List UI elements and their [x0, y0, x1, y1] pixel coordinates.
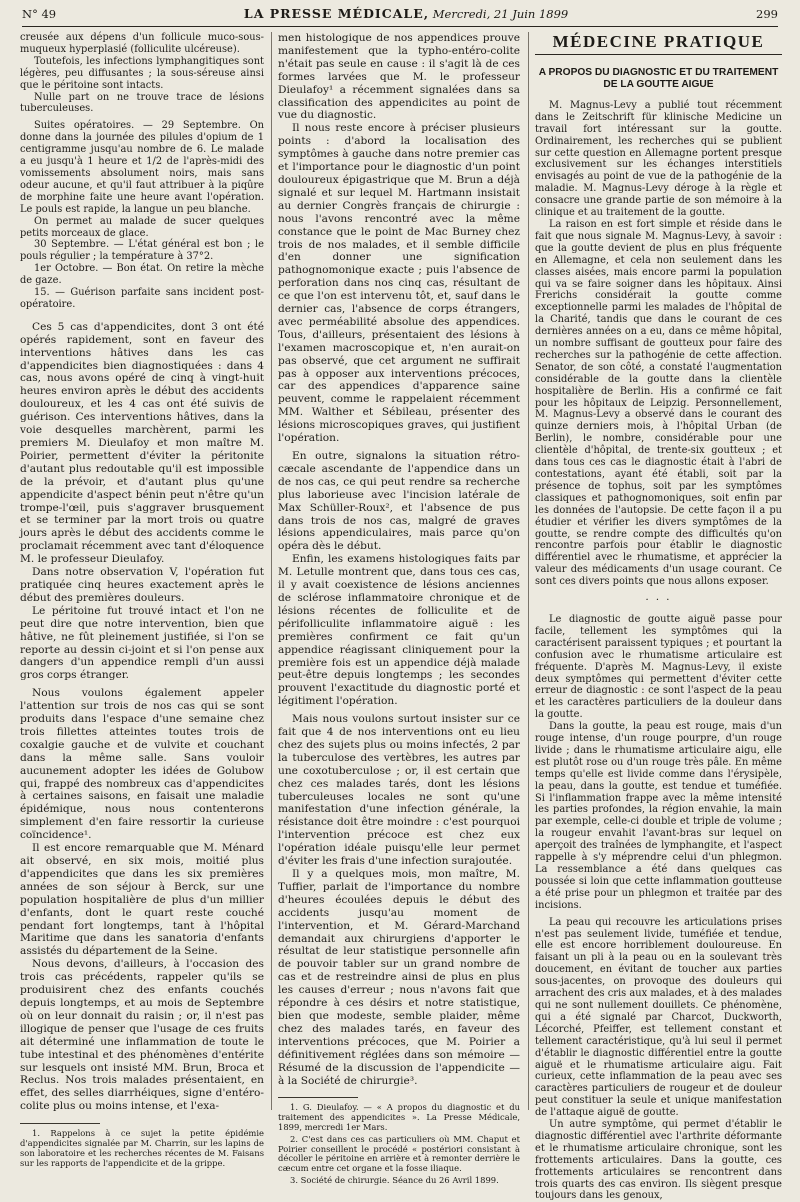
section-ornament: · · ·	[645, 595, 672, 607]
paragraph: Le péritoine fut trouvé intact et l'on ne peut dire que notre intervention, bien que hâtive, ne fût pleinement justifiée, si l'on se reporte au dessin ci-joint et si l'on pense aux dangers d'un appendice rempli d'un aussi gros corps étranger.	[20, 604, 264, 682]
footnote: 3. Société de chirurgie. Séance du 26 Avril 1899.	[290, 1174, 499, 1185]
paragraph: En outre, signalons la situation rétro-cæcale ascendante de l'appendice dans un de nos cas, ce qui peut rendre sa recherche plus laborieuse avec l'incision latérale de Max Schüller-Roux², et l'absence de pus dans trois de nos cas, malgré de graves lésions appendiculaires, mais parce qu'on opéra dès le début.	[278, 450, 520, 553]
paragraph: Il est encore remarquable que M. Ménard ait observé, en six mois, moitié plus d'appendicites que dans les six premières années de son séjour à Berck, sur une population hospitalière de plus d'un millier d'enfants, dont le quart reste couché pendant fort longtemps, tant à l'hôpital Maritime que dans les sanatoria d'enfants assistés du département de la Seine.	[20, 842, 264, 958]
article-title: A PROPOS DU DIAGNOSTIC ET DU TRAITEMENT DE LA GOUTTE AIGUE	[538, 66, 779, 91]
paragraph: Il y a quelques mois, mon maître, M. Tuffier, parlait de l'importance du nombre d'heures écoulées depuis le début des accidents jusqu'au moment de l'intervention, et M. Gérard-Marchand demandait aux chirurgiens d'apporter le résultat de leur statistique personnelle afin de pouvoir tabler sur un grand nombre de cas et de restreindre ainsi de plus en plus les causes d'erreur ; nous n'avons fait que répondre à ces désirs et notre statistique, bien que modeste, semble plaider, même chez des malades tarés, en faveur des interventions précoces, que M. Poirier a définitivement réglées dans son mémoire — Résumé de la discussion de l'appendicite — à la Société de chirurgie³.	[278, 868, 520, 1087]
paragraph: Dans notre observation V, l'opération fut pratiquée cinq heures exactement après le début des premières douleurs.	[20, 566, 264, 604]
paragraph: Suites opératoires. — 29 Septembre. On donne dans la journée des pilules d'opium de 1 centigramme jusqu'au nombre de 6. Le malade a eu jusqu'à 1 heure et 1/2 de l'après-midi des vomissements absolument noirs, mais sans odeur aucune, et qu'il faut attribuer à la piqûre de morphine faite une heure avant l'opération. Le pouls est rapide, la langue un peu blanche.	[20, 120, 264, 215]
paragraph: Nulle part on ne trouve trace de lésions tuberculeuses.	[20, 91, 264, 115]
paragraph: Nous devons, d'ailleurs, à l'occasion des trois cas précédents, rappeler qu'ils se produisirent chez des enfants couchés depuis longtemps, et au mois de Septembre où on leur donnait du raisin ; or, il n'est pas illogique de penser que l'usage de ces fruits ait déterminé une inflammation de toute le tube intestinal et des phénomènes d'entérite sur lesquels ont insisté MM. Brun, Broca et Reclus. Nos trois malades présentaient, en effet, des selles diarrhéiques, signe d'entéro-colite plus ou moins intense, et l'exa-	[20, 958, 264, 1113]
article-body	[278, 32, 520, 1087]
page-header	[22, 6, 778, 27]
paragraph: M. Magnus-Levy a publié tout récemment dans le Zeitschrift für klinische Medicine un travail fort intéressant sur la goutte. Ordinairement, les recherches qui se publient sur cette question en Allemagne portent presque exclusivement sur les échanges interstitiels envisagés au point de vue de la pathogénie de la maladie. M. Magnus-Levy déroge à la règle et consacre une grande partie de son mémoire à la clinique et au traitement de la goutte.	[535, 99, 782, 219]
footnote-rule	[20, 1123, 100, 1124]
paragraph: Enfin, les examens histologiques faits par M. Letulle montrent que, dans tous ces cas, il y avait coexistence de lésions anciennes de sclérose inflammatoire chronique et de lésions récentes de folliculite et de périfolliculite inflammatoire aiguë : les premières confirment ce fait qu'un appendice réagissant cliniquement pour la première fois est un appendice déjà malade peut-être depuis longtemps ; les secondes prouvent l'exactitude du diagnostic porté et légitiment l'opération.	[278, 553, 520, 708]
column-middle	[278, 32, 520, 1185]
paragraph: Un autre symptôme, qui permet d'établir le diagnostic différentiel avec l'arthrite déformante et le rhumatisme articulaire chronique, sont les frottements articulaires. Dans la goutte, ces frottements articulaires se rencontrent dans trois quarts des cas environ. Ils siègent presque toujours dans les genoux,	[535, 1119, 782, 1202]
paragraph: Nous voulons également appeler l'attention sur trois de nos cas qui se sont produits dans l'espace d'une semaine chez trois fillettes atteintes toutes trois de coxalgie gauche et de vulvite et couchant dans la même salle. Sans vouloir aucunement adopter les idées de Golubow qui, frappé des nombreux cas d'appendicites à certaines saisons, en faisait une maladie épidémique, nous nous contenterons simplement d'en faire ressortir la curieuse coïncidence¹.	[20, 687, 264, 842]
paragraph: Ces 5 cas d'appendicites, dont 3 ont été opérés rapidement, sont en faveur des interventions hâtives dans les cas d'appendicites bien diagnostiquées : dans 4 cas, nous avons opéré de cinq à vingt-huit heures environ après le début des accidents douloureux, et les 4 cas ont été suivis de guérison. Ces interventions hâtives, dans la voie desquelles marchèrent, parmi les premiers M. Dieulafoy et mon maître M. Poirier, permettent d'éviter la péritonite d'autant plus redoutable qu'il est impossible de la prévoir, et d'autant plus qu'une appendicite d'aspect bénin peut n'être qu'un trompe-l'œil, puis s'aggraver brusquement et se terminer par la mort trois ou quatre jours après le début des accidents comme le proclamait récemment avec tant d'éloquence M. le professeur Dieulafoy.	[20, 320, 264, 566]
paragraph: La raison en est fort simple et réside dans le fait que nous signale M. Magnus-Levy, à savoir : que la goutte devient de plus en plus fréquente en Allemagne, et cela non seulement dans les classes aisées, mais encore parmi la population qui va se faire soigner dans les hôpitaux. Ainsi Frerichs considérait la goutte comme exceptionnelle parmi les malades de l'hôpital de la Charité, tandis que dans le courant de ces dernières années on a eu, dans ce même hôpital, un nombre suffisant de goutteux pour faire des recherches sur la pathogénie de cette affection. Senator, de son côté, a constaté l'augmentation considérable de la goutte dans la clientèle hospitalière de Berlin. His a confirmé ce fait pour les hôpitaux de Leipzig. Personnellement, M. Magnus-Levy a observé dans le courant des quinze derniers mois, à l'hôpital Urban (de Berlin), le nombre, considérable pour une clientèle d'hôpital, de trente-six goutteux ; et dans tous ces cas le diagnostic était à l'abri de contestations, ayant été établi, soit par la présence de tophus, soit par les symptômes classiques et pathognomoniques, soit enfin par les données de l'autopsie. De cette façon il a pu étudier et vérifier les divers symptômes de la goutte, se rendre compte des difficultés qu'on rencontre parfois pour établir le diagnostic différentiel avec le rhumatisme, et apprécier la valeur des médicaments d'un usage courant. Ce sont ces divers points que nous allons exposer.	[535, 218, 782, 588]
footnote-rule	[278, 1097, 358, 1098]
columns-container	[20, 32, 782, 1202]
paragraph: 15. — Guérison parfaite sans incident post-opératoire.	[20, 287, 264, 310]
column-divider	[271, 32, 272, 1110]
header-masthead	[244, 6, 568, 21]
footnote: 1. G. Dieulafoy. — « A propos du diagnostic et du traitement des appendicites ». La Presse Médicale, 1899, mercredi 1er Mars.	[278, 1102, 520, 1132]
paragraph: creusée aux dépens d'un follicule muco-sous-muqueux hyperplasié (folliculite ulcéreuse).	[20, 32, 264, 55]
paragraph: Il nous reste encore à préciser plusieurs points : d'abord la localisation des symptômes à gauche dans notre premier cas et l'importance pour le diagnostic d'un point douloureux épigastrique que M. Brun a déjà signalé et sur lequel M. Hartmann insistait au dernier Congrès français de chirurgie : nous l'avons rencontré avec la même constance que le point de Mac Burney chez trois de nos malades, et il semble difficile d'en donner une signification pathognomonique exacte ; puis l'absence de perforation dans nos cinq cas, résultant de ce que l'on est intervenu tôt, et, sauf dans le dernier cas, l'absence de corps étrangers, avec perméabilité absolue des appendices. Tous, d'ailleurs, présentaient des lésions à l'examen macroscopique et, n'en aurait-on pas observé, que cet argument ne suffirait pas à opposer aux interventions précoces, car des appendices d'apparence saine peuvent, comme le rappelaient récemment MM. Walther et Sébileau, présenter des lésions microscopiques graves, qui justifient l'opération.	[278, 122, 520, 445]
footnotes	[20, 1129, 264, 1168]
paragraph: On permet au malade de sucer quelques petits morceaux de glace.	[20, 215, 264, 239]
newspaper-title: LA PRESSE MÉDICALE,	[243, 6, 430, 21]
column-left	[20, 32, 264, 1168]
column-divider	[528, 32, 529, 1110]
paragraph: Le diagnostic de goutte aiguë passe pour facile, tellement les symptômes qui la caractérisent paraissent typiques ; et pourtant la confusion avec le rhumatisme articulaire est fréquente. D'après M. Magnus-Levy, il existe deux symptômes qui permettent d'éviter cette erreur de diagnostic : ce sont l'aspect de la peau et les caractères particuliers de la douleur dans la goutte.	[535, 613, 782, 721]
footnotes	[278, 1103, 520, 1185]
paragraph: 30 Septembre. — L'état général est bon ; le pouls régulier ; la température à 37°2.	[20, 239, 264, 263]
issue-date: Mercredi, 21 Juin 1899	[432, 7, 569, 21]
page-number-right: 299	[756, 7, 778, 21]
column-right	[535, 32, 782, 1202]
article-body	[20, 321, 264, 1113]
paragraph: 1er Octobre. — Bon état. On retire la mèche de gaze.	[20, 263, 264, 287]
paragraph: Toutefois, les infections lymphangitiques sont légères, peu diffusantes ; la sous-séreuse ainsi que le péritoine sont intacts.	[20, 55, 264, 91]
paragraph: men histologique de nos appendices prouve manifestement que la typho-entéro-colite n'était pas seule en cause : il s'agit là de ces formes larvées que M. le professeur Dieulafoy¹ a récemment signalées dans sa classification des appendicites au point de vue du diagnostic.	[278, 32, 520, 122]
paragraph: La peau qui recouvre les articulations prises n'est pas seulement livide, tuméfiée et tendue, elle est encore horriblement douloureuse. En faisant un pli à la peau ou en la soulevant très doucement, en évitant de toucher aux parties sous-jacentes, on provoque des douleurs qui arrachent des cris aux malades, et à des malades qui ne sont nullement douillets. Ce phénomène, qui a été signalé par Charcot, Duckworth, Lécorché, Pfeiffer, est tellement constant et tellement caractéristique, qu'à lui seul il permet d'établir le diagnostic différentiel entre la goutte aiguë et le rhumatisme articulaire aigu. Fait curieux, cette inflammation de la peau avec ses caractères particuliers de rougeur et de douleur peut constituer la seule et unique manifestation de l'attaque aiguë de goutte.	[535, 916, 782, 1119]
section-title: MÉDECINE PRATIQUE	[535, 32, 782, 55]
footnote: 1. Rappelons à ce sujet la petite épidémie d'appendicites signalée par M. Charrin, sur les lapins de son laboratoire et les recherches récentes de M. Faisans sur les rapports de l'appendicite et de la grippe.	[20, 1128, 264, 1168]
paragraph: Mais nous voulons surtout insister sur ce fait que 4 de nos interventions ont eu lieu chez des sujets plus ou moins infectés, 2 par la tuberculose des vertèbres, les autres par une coxotuberculose ; or, il est certain que chez ces malades tarés, dont les lésions tuberculeuses locales ne sont qu'une manifestation d'une infection générale, la résistance doit être moindre : c'est pourquoi l'intervention précoce est chez eux l'opération idéale puisqu'elle leur permet d'éviter les frais d'une infection surajoutée.	[278, 713, 520, 868]
paragraph: Dans la goutte, la peau est rouge, mais d'un rouge intense, d'un rouge pourpre, d'un rouge livide ; dans le rhumatisme articulaire aigu, elle est plutôt rose ou d'un rouge très pâle. En même temps qu'elle est livide comme dans l'érysipèle, la peau, dans la goutte, est tendue et tuméfiée. Si l'inflammation frappe avec la même intensité les parties profondes, la région envahie, la main par exemple, celle-ci double et triple de volume ; la rougeur envahit l'avant-bras sur lequel on aperçoit des traînées de lymphangite, et l'aspect rappelle à s'y méprendre celui d'un phlegmon. La ressemblance a été dans quelques cas poussée si loin que cette inflammation goutteuse a été prise pour un phlegmon et traitée par des incisions.	[535, 721, 782, 911]
page-number-left: N° 49	[22, 7, 57, 21]
footnote: 2. C'est dans ces cas particuliers où MM. Chaput et Poirier conseillent le procédé « postériori consistant à décoller le péritoine en arrière et à remonter derrière le cæcum entre cet organe et la fosse iliaque.	[278, 1133, 520, 1174]
